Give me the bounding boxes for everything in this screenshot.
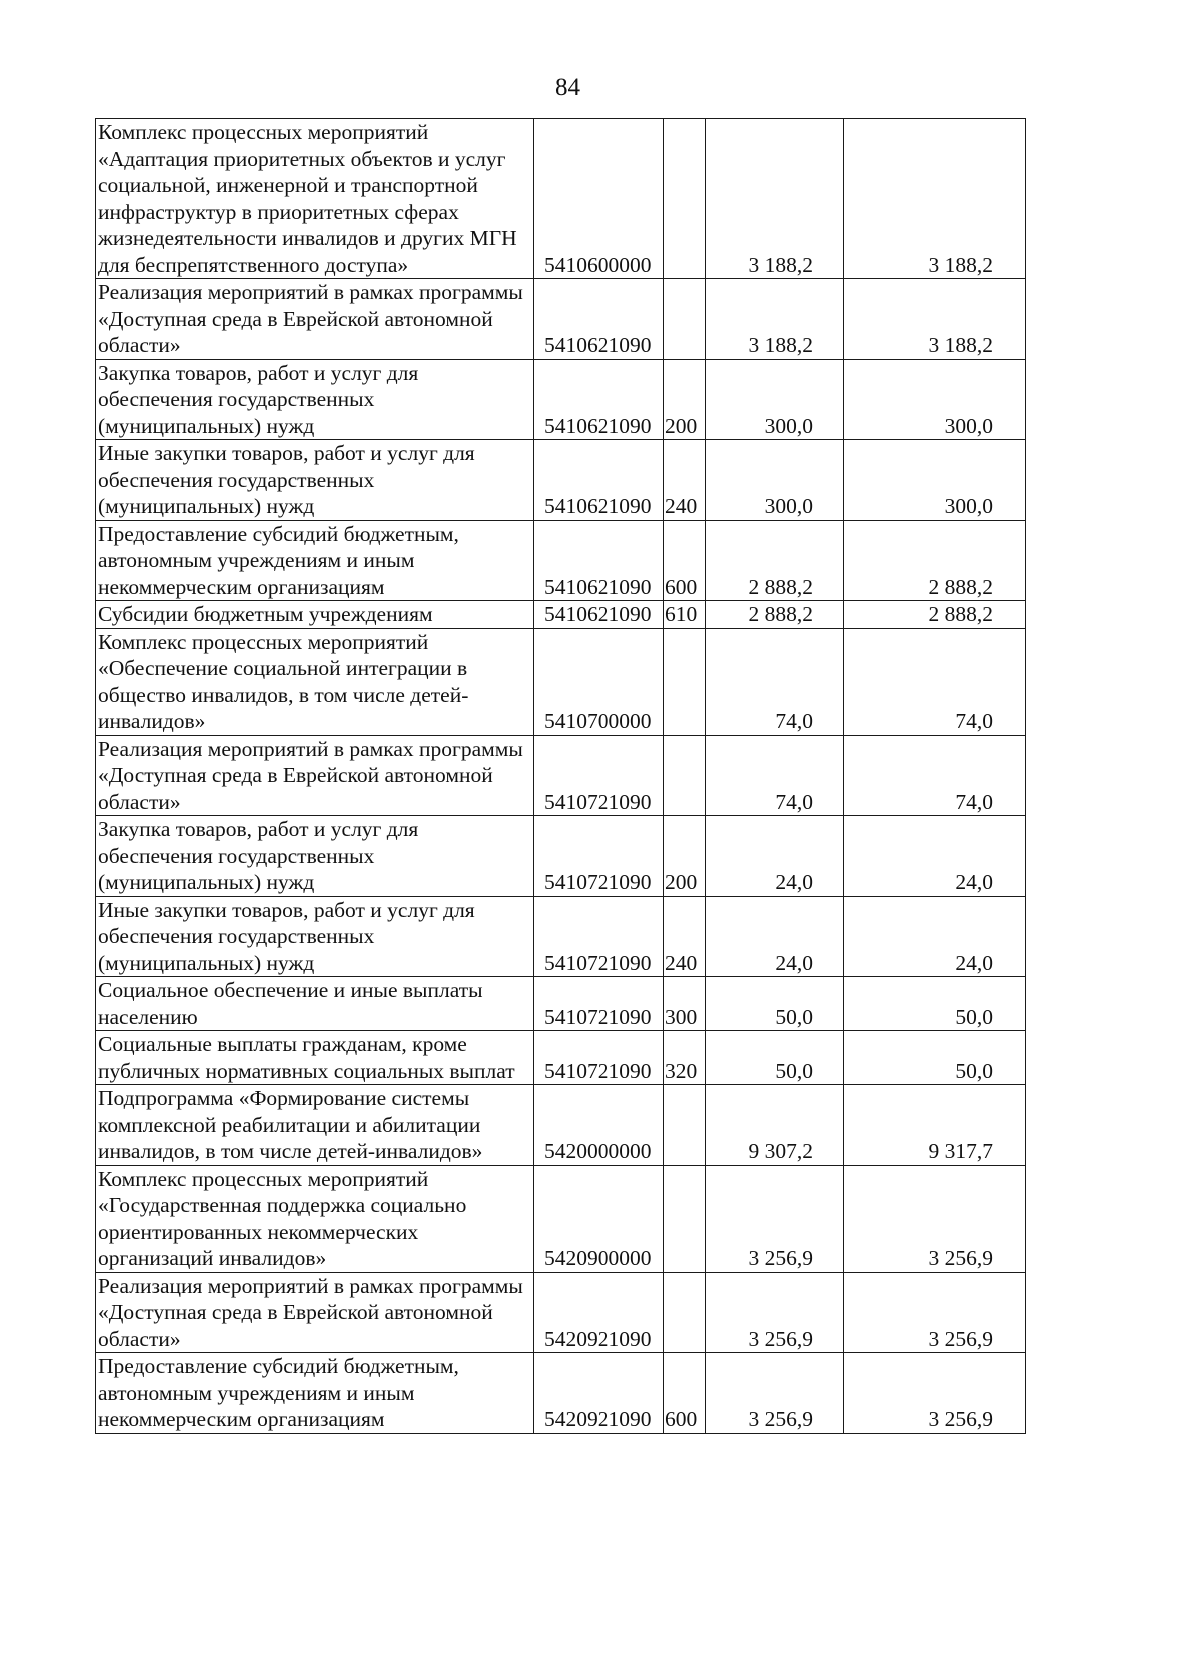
- row-sum-year-1: 9 307,2: [706, 1085, 844, 1166]
- row-name: Социальное обеспечение и иные выплаты населению: [96, 977, 534, 1031]
- row-expense-type: 200: [664, 359, 706, 440]
- table-row: [96, 119, 1026, 279]
- row-sum-year-1: 3 256,9: [706, 1165, 844, 1272]
- row-expense-type: 240: [664, 440, 706, 521]
- row-name: Комплекс процессных мероприятий «Государственная поддержка социально ориентированных некоммерческих организаций инвалидов»: [96, 1165, 534, 1272]
- row-code: 5420000000: [534, 1085, 664, 1166]
- row-sum-year-2: 2 888,2: [844, 520, 1026, 601]
- row-sum-year-1: 24,0: [706, 816, 844, 897]
- row-expense-type: [664, 119, 706, 279]
- budget-table: [95, 118, 1026, 1434]
- table-row: [96, 735, 1026, 816]
- row-code: 5410621090: [534, 440, 664, 521]
- row-sum-year-1: 50,0: [706, 1031, 844, 1085]
- row-expense-type: [664, 628, 706, 735]
- row-sum-year-1: 2 888,2: [706, 520, 844, 601]
- row-sum-year-2: 50,0: [844, 977, 1026, 1031]
- row-code: 5410600000: [534, 119, 664, 279]
- row-code: 5410721090: [534, 735, 664, 816]
- row-sum-year-2: 74,0: [844, 628, 1026, 735]
- table-row: [96, 440, 1026, 521]
- row-name: Предоставление субсидий бюджетным, автономным учреждениям и иным некоммерческим организациям: [96, 1353, 534, 1434]
- table-row: [96, 1272, 1026, 1353]
- row-name: Иные закупки товаров, работ и услуг для обеспечения государственных (муниципальных) нужд: [96, 896, 534, 977]
- row-name: Субсидии бюджетным учреждениям: [96, 601, 534, 629]
- table-row: [96, 601, 1026, 629]
- row-name: Комплекс процессных мероприятий «Обеспечение социальной интеграции в общество инвалидов, в том числе детей-инвалидов»: [96, 628, 534, 735]
- row-code: 5410700000: [534, 628, 664, 735]
- table-row: [96, 1353, 1026, 1434]
- row-name: Реализация мероприятий в рамках программы «Доступная среда в Еврейской автономной области»: [96, 279, 534, 360]
- row-sum-year-2: 3 256,9: [844, 1272, 1026, 1353]
- row-sum-year-1: 3 256,9: [706, 1353, 844, 1434]
- row-sum-year-1: 74,0: [706, 628, 844, 735]
- row-sum-year-2: 24,0: [844, 896, 1026, 977]
- row-expense-type: [664, 1272, 706, 1353]
- row-sum-year-2: 300,0: [844, 359, 1026, 440]
- page-number: 84: [555, 74, 580, 101]
- table-row: [96, 1165, 1026, 1272]
- row-expense-type: [664, 279, 706, 360]
- row-expense-type: 600: [664, 1353, 706, 1434]
- row-expense-type: [664, 1085, 706, 1166]
- table-row: [96, 359, 1026, 440]
- row-sum-year-2: 3 256,9: [844, 1165, 1026, 1272]
- row-name: Комплекс процессных мероприятий «Адаптация приоритетных объектов и услуг социальной, инженерной и транспортной инфраструктур в приоритетных сферах жизнедеятельности инвалидов и других МГН для беспрепятственного доступа»: [96, 119, 534, 279]
- row-code: 5420921090: [534, 1272, 664, 1353]
- table-row: [96, 896, 1026, 977]
- row-expense-type: [664, 1165, 706, 1272]
- row-sum-year-1: 3 188,2: [706, 279, 844, 360]
- table-row: [96, 520, 1026, 601]
- row-code: 5420900000: [534, 1165, 664, 1272]
- row-sum-year-2: 3 188,2: [844, 119, 1026, 279]
- row-sum-year-1: 2 888,2: [706, 601, 844, 629]
- row-sum-year-2: 3 188,2: [844, 279, 1026, 360]
- row-sum-year-2: 300,0: [844, 440, 1026, 521]
- row-expense-type: 610: [664, 601, 706, 629]
- row-name: Подпрограмма «Формирование системы комплексной реабилитации и абилитации инвалидов, в том числе детей-инвалидов»: [96, 1085, 534, 1166]
- row-code: 5420921090: [534, 1353, 664, 1434]
- row-name: Реализация мероприятий в рамках программы «Доступная среда в Еврейской автономной области»: [96, 735, 534, 816]
- row-name: Социальные выплаты гражданам, кроме публичных нормативных социальных выплат: [96, 1031, 534, 1085]
- row-expense-type: 600: [664, 520, 706, 601]
- row-sum-year-1: 3 188,2: [706, 119, 844, 279]
- row-code: 5410721090: [534, 896, 664, 977]
- row-sum-year-2: 50,0: [844, 1031, 1026, 1085]
- row-expense-type: 300: [664, 977, 706, 1031]
- row-sum-year-2: 74,0: [844, 735, 1026, 816]
- row-sum-year-1: 300,0: [706, 359, 844, 440]
- row-code: 5410621090: [534, 279, 664, 360]
- row-code: 5410621090: [534, 601, 664, 629]
- table-row: [96, 1085, 1026, 1166]
- row-sum-year-1: 300,0: [706, 440, 844, 521]
- row-expense-type: 320: [664, 1031, 706, 1085]
- table-row: [96, 1031, 1026, 1085]
- row-sum-year-2: 2 888,2: [844, 601, 1026, 629]
- row-sum-year-1: 74,0: [706, 735, 844, 816]
- row-sum-year-2: 9 317,7: [844, 1085, 1026, 1166]
- row-code: 5410721090: [534, 1031, 664, 1085]
- row-code: 5410621090: [534, 359, 664, 440]
- table-row: [96, 628, 1026, 735]
- row-sum-year-1: 24,0: [706, 896, 844, 977]
- row-code: 5410721090: [534, 816, 664, 897]
- row-sum-year-2: 24,0: [844, 816, 1026, 897]
- row-name: Реализация мероприятий в рамках программы «Доступная среда в Еврейской автономной области»: [96, 1272, 534, 1353]
- row-name: Закупка товаров, работ и услуг для обеспечения государственных (муниципальных) нужд: [96, 816, 534, 897]
- table-row: [96, 279, 1026, 360]
- row-expense-type: 240: [664, 896, 706, 977]
- row-name: Закупка товаров, работ и услуг для обеспечения государственных (муниципальных) нужд: [96, 359, 534, 440]
- row-name: Иные закупки товаров, работ и услуг для обеспечения государственных (муниципальных) нужд: [96, 440, 534, 521]
- row-sum-year-1: 50,0: [706, 977, 844, 1031]
- row-expense-type: [664, 735, 706, 816]
- row-expense-type: 200: [664, 816, 706, 897]
- table-row: [96, 977, 1026, 1031]
- row-name: Предоставление субсидий бюджетным, автономным учреждениям и иным некоммерческим организациям: [96, 520, 534, 601]
- row-code: 5410621090: [534, 520, 664, 601]
- table-row: [96, 816, 1026, 897]
- row-code: 5410721090: [534, 977, 664, 1031]
- row-sum-year-2: 3 256,9: [844, 1353, 1026, 1434]
- row-sum-year-1: 3 256,9: [706, 1272, 844, 1353]
